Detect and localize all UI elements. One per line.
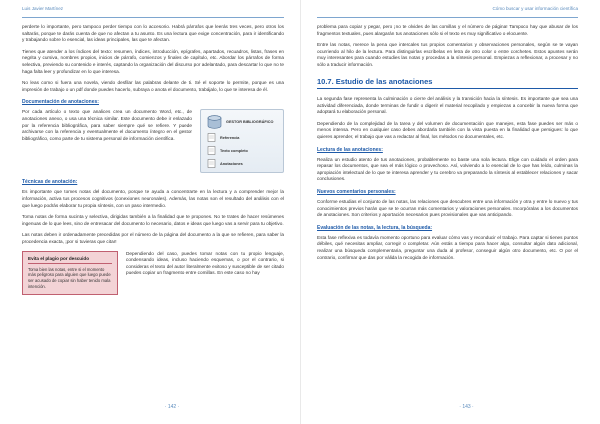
callout-text: Toma bien las notas, entre si el momento más peligroso para alguien que luego puede ser acusado de copiar sin haber tenido mala intención. [28, 266, 111, 289]
document-icon [207, 133, 216, 142]
paragraph: perderte lo importante, pero tampoco perder tiempo con lo accesorio. Habrá párrafos que leerás tres veces, pero otros los saltarás, porque te darás cuenta de que no afectan a tu asunto. Es una lectura que exige concentración, para ir identificando y trabajando sobre lo esencial, las ideas principales, las que te afectan. [22, 24, 284, 43]
left-page-number: · 142 · [164, 404, 180, 410]
subheading: Evaluación de las notas, la lectura, la búsqueda: [317, 224, 433, 231]
right-content [317, 24, 578, 266]
right-header-rule [317, 17, 578, 18]
subheading: Nuevos comentarios personales: [317, 189, 396, 195]
annotation-doc-block [22, 109, 284, 173]
section-title: 10.7. Estudio de las anotaciones [317, 76, 433, 86]
left-header-rule [22, 17, 284, 18]
document-icon [207, 159, 216, 168]
paragraph: Entre las notas, merece la pena que intercales tus propios comentarios y observaciones personales, según se te vayan ocurriendo al hilo de la lectura. Para distinguirlas escríbelas en letra de otro color o entre corchetes. Estos apuntes serán muy interesantes para cuando estudies las notas y procedas a la síntesis personal. Empiezas a reflexionar, a procesar y no sólo a traducir información. [317, 42, 578, 67]
diagram-db-label: GESTOR BIBLIOGRÁFICO [226, 120, 274, 125]
diagram-item-label: Anotaciones [220, 161, 243, 166]
paragraph: Por cada artículo o texto que analices crea un documento Word, etc., de anotaciones anexo, o usa una técnica similar. Este documento debe ir enlazado por la referencia bibliográfica, para saber siempre qué se refiere. Y puede archivarse con la referencia y eventualmente el documento íntegro en el gestor bibliográfico, como parte de tu sistema personal de información científica. [22, 109, 192, 141]
diagram-item-label: Texto completo [220, 148, 248, 153]
database-icon [207, 115, 222, 129]
left-content [22, 24, 284, 297]
paragraph: La segunda fase representa la culminación o cierre del análisis y la transición hacia la síntesis. Es importante que sea una actividad diferenciada, donde terminas de fundir o digerir el material recopilado y empiezas a concebir la nueva forma que adoptará tu elaboración personal. [317, 96, 578, 115]
subheading: Lectura de las anotaciones: [317, 146, 383, 153]
plagiarism-callout [22, 251, 118, 295]
paragraph: Realiza un estudio atento de tus anotaciones, probablemente no baste una sola lectura. Elige con cuidado el orden para repasar los documentos, que sea el más lógico o provechoso. Así, volviendo a lo esencial de lo que has leído, culminas la apropiación intelectual de lo que te interesa aprender y tu cerebro va preparando la síntesis al establecer relaciones y sacar conclusiones. [317, 156, 578, 182]
subheading: Documentación de anotaciones: [22, 99, 99, 106]
paragraph: No leas como si fuera una novela, viendo desfilar las palabras delante de ti. Sé el soporte lo permite, porque es una impresión de trabajo o un pdf donde puedes hacerlo, subraya o anota el documento, trabájalo, lo que te interesa de él. [22, 80, 284, 92]
paragraph: Las notas deben ir ordenadamente precedidas por el número de la página del documento a la que se refieren, para saber la procedencia exacta, ¡por si tuvieras que citar! [22, 232, 284, 244]
bibliographic-manager-diagram [200, 109, 284, 173]
right-running-header: Cómo buscar y usar información científica [492, 6, 578, 11]
paragraph: Dependiendo de la complejidad de la tarea y del volumen de documentación que manejes, esta fase puedes ser más o menos intensa. Pero en cualquier caso debes abordarla también con la vista puesta en la finalidad que persigues: lo que quieres aprender, el trabajo que vas a redactar al final, los métodos no documentales, etc. [317, 120, 578, 140]
diagram-db-row [207, 115, 277, 129]
right-page [300, 0, 600, 424]
paragraph: Es importante que tomes notas del documento, porque te ayuda a concentrarte en la lectura y a comprender mejor la información, activa tus procesos cognitivos (conexiones neuronales). Además, las notas son el resultado del análisis con el que luego podrás elaborar tu propia síntesis, con un paso intermedio. [22, 189, 284, 208]
paragraph: Esta fase reflexiva es todavía momento oportuno para evaluar cómo vas y reconducir el trabajo. Para captar si tienes puntos débiles, qué necesitas ampliar, corregir o completar. Aún estás a tiempo para hacer algo, consultar algún dato adicional, realizar una búsqueda complementaria, preguntar una duda al profesor, conseguir algún otro documento, etc. O por el contrario, confirmar que das por válida la recogida de información. [317, 234, 578, 260]
diagram-item [207, 159, 277, 168]
diagram-item [207, 146, 277, 155]
section-rule [317, 88, 578, 90]
callout-title: Evita el plagio por descuido [28, 256, 112, 264]
paragraph: Dependiendo del caso, puedes tomar notas con tu propio lenguaje, condensando ideas, incluso haciendo esquemas, o por el contrario, si consideras el texto del autor literalmente exitoso y susceptible de ser citado puedes copiar un fragmento entre comillas. En este caso no hay [126, 250, 284, 276]
right-page-number: · 143 · [459, 404, 474, 410]
document-icon [207, 146, 216, 155]
diagram-item-label: Referencia [220, 135, 240, 140]
paragraph: Conforme estudias el conjunto de las notas, las relaciones que descubres entre una información y otra y entre lo nuevo y tus conocimientos previos harán que se te ocurran más comentarios y valoraciones personales. Incorpóralas a los documentos de anotaciones. Son criterios y aportación necesarios pues provisionales que vas anticipando. [317, 199, 578, 218]
subheading: Técnicas de anotación: [22, 179, 78, 186]
paragraph: problema para copiar y pegar, pero ¡no te olvides de las comillas y el número de página! Tampoco hay que abusar de los fragmentos textuales, pues alargarán tus anotaciones sólo si el texto es muy significativo o elocuente. [317, 24, 578, 36]
paragraph: Toma notas de forma sucinta y selectiva, dirigidas también a la finalidad que te propones. No te trates de hacer resúmenes ingenuas de lo que lees, sino de entresacar del documento lo necesario, datos e ideas que luego vas a servir para tu objetivo. [22, 214, 284, 226]
paragraph: Tienes que atender a los índices del texto: resumen, índices, introducción, epígrafes, apartados, recuadros, listas, frases en negrita y cursiva, nombres propios, inicios de párrafo, comienzos y finales de capítulo, etc. Abordar los párrafos de forma selectiva, previendo su contenido e interés, captando la organización del discurso por adelantado, para descartar lo que no te haga falta leer y profundizar en lo que interesa. [22, 48, 284, 74]
diagram-item [207, 133, 277, 142]
left-running-header: Luis Javier Martínez [22, 6, 64, 11]
